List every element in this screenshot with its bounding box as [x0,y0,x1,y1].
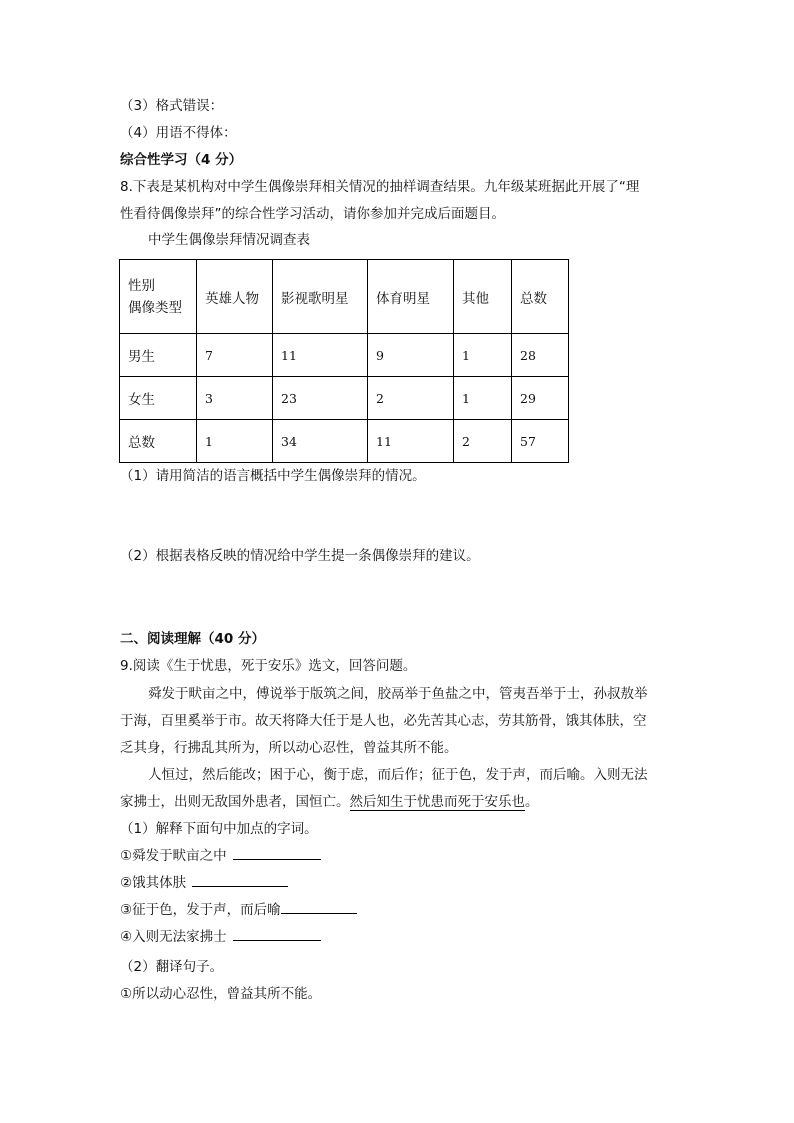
table-cell: 1 [454,334,512,377]
answer-blank[interactable] [233,927,321,941]
table-cell: 28 [512,334,569,377]
header-cell: 总数 [512,260,569,334]
translate-item-1: ①所以动心忍性，曾益其所不能。 [120,986,322,1002]
table-cell: 57 [512,420,569,463]
passage-p1-line-2: 于海，百里奚举于市。故天将降大任于是人也，必先苦其心志，劳其筋骨，饿其体肤，空 [120,713,647,729]
table-corner-cell [120,260,197,334]
row-label: 总数 [120,420,197,463]
word-item-text: ②饿其体肤 [120,875,187,891]
word-item-3 [120,900,357,920]
q8-sub-question-2: （2）根据表格反映的情况给中学生提一条偶像崇拜的建议。 [120,548,480,564]
word-item-4 [120,927,321,947]
passage-p2-line-2 [120,792,539,812]
header-cell: 体育明星 [368,260,454,334]
table-row [120,377,569,420]
table-cell: 11 [368,420,454,463]
row-label: 男生 [120,334,197,377]
table-row [120,334,569,377]
item-3-format-error: （3）格式错误： [120,98,224,114]
q9-intro: 9.阅读《生于忧患，死于安乐》选文，回答问题。 [120,658,417,674]
table-cell: 9 [368,334,454,377]
table-cell: 23 [273,377,368,420]
table-cell: 2 [454,420,512,463]
passage-p2-end: 。 [525,794,539,810]
table-header-row [120,260,569,334]
answer-blank[interactable] [281,900,357,914]
table-cell: 1 [454,377,512,420]
header-cell: 其他 [454,260,512,334]
header-cell: 影视歌明星 [273,260,368,334]
passage-p1-line-1: 舜发于畎亩之中，傅说举于版筑之间，胶鬲举于鱼盐之中，管夷吾举于士，孙叔敖举 [148,686,648,702]
survey-table [119,259,569,463]
word-item-text: ④入则无法家拂士 [120,929,227,945]
word-item-2 [120,873,288,893]
word-item-text: ①舜发于畎亩之中 [120,848,227,864]
header-cell: 英雄人物 [197,260,273,334]
word-item-text: ③征于色，发于声，而后喻 [120,902,281,918]
answer-blank[interactable] [192,873,288,887]
table-title: 中学生偶像崇拜情况调查表 [148,232,310,248]
q9-sub-question-2: （2）翻译句子。 [120,959,224,975]
q8-text-line-1: 8.下表是某机构对中学生偶像崇拜相关情况的抽样调查结果。九年级某班据此开展了“理 [120,179,640,195]
section-heading-comprehensive: 综合性学习（4 分） [120,152,243,168]
table-cell: 2 [368,377,454,420]
passage-p1-line-3: 乏其身，行拂乱其所为，所以动心忍性，曾益其所不能。 [120,740,458,756]
table-cell: 11 [273,334,368,377]
q9-sub-question-1: （1）解释下面句中加点的字词。 [120,821,318,837]
row-label: 女生 [120,377,197,420]
table-cell: 7 [197,334,273,377]
section-heading-reading: 二、阅读理解（40 分） [120,631,265,647]
table-cell: 34 [273,420,368,463]
table-cell: 29 [512,377,569,420]
answer-blank[interactable] [233,846,321,860]
table-cell: 1 [197,420,273,463]
q8-text-line-2: 性看待偶像崇拜”的综合性学习活动，请你参加并完成后面题目。 [120,206,505,222]
passage-p2-line-1: 人恒过，然后能改；困于心，衡于虑，而后作；征于色，发于声，而后喻。入则无法 [148,767,648,783]
table-row [120,420,569,463]
q8-sub-question-1: （1）请用简洁的语言概括中学生偶像崇拜的情况。 [120,468,426,484]
passage-p2-plain: 家拂士，出则无敌国外患者，国恒亡。 [120,794,350,810]
corner-bottom-label: 偶像类型 [128,299,182,316]
corner-top-label: 性别 [128,277,155,294]
word-item-1 [120,846,321,866]
underlined-sentence: 然后知生于忧患而死于安乐也 [349,794,525,810]
table-cell: 3 [197,377,273,420]
item-4-improper-wording: （4）用语不得体： [120,125,237,141]
